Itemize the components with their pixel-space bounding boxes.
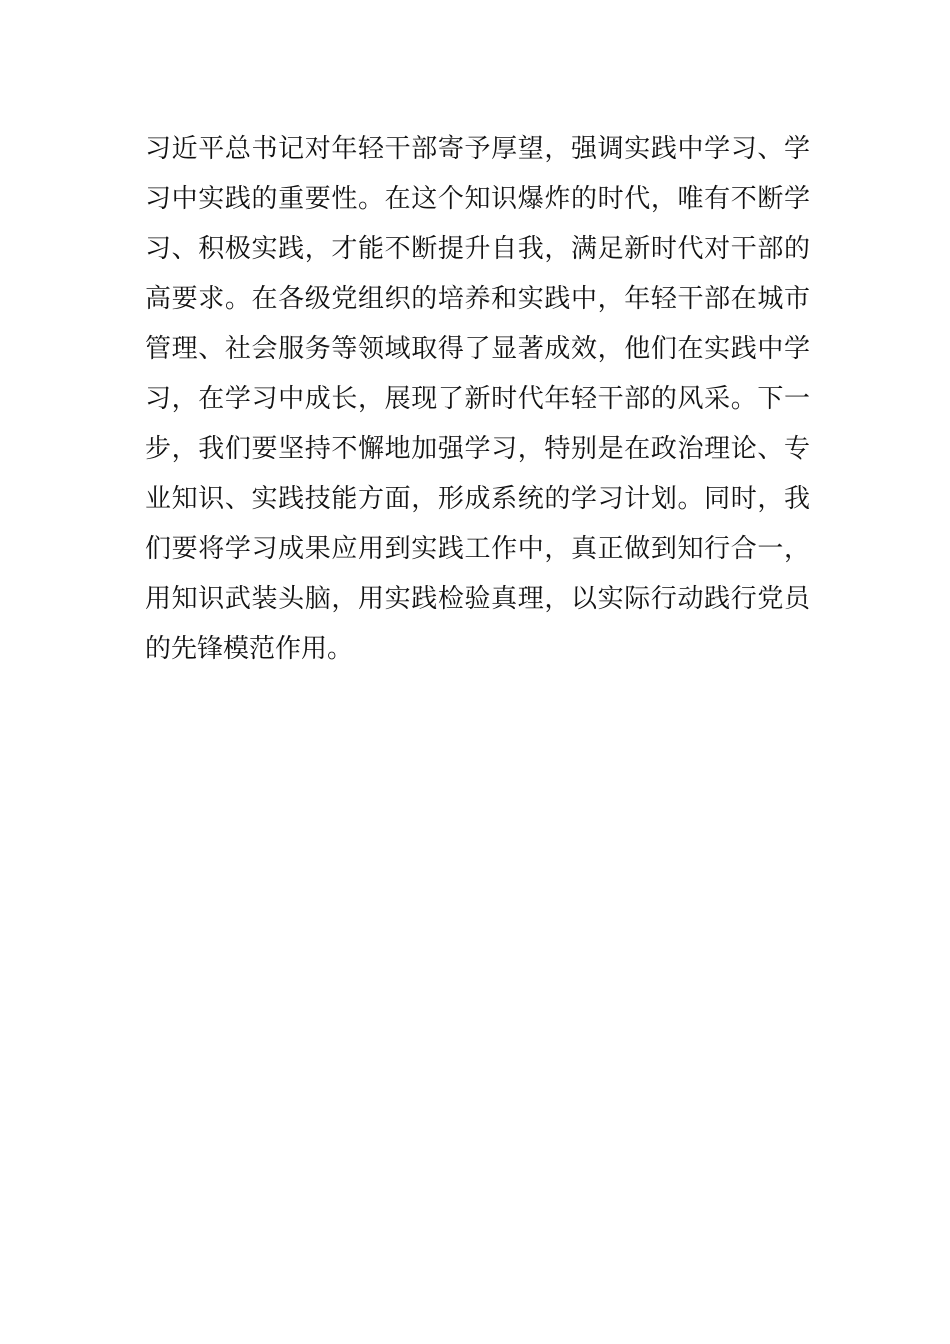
text-line: 习、积极实践，才能不断提升自我，满足新时代对干部的 xyxy=(145,234,810,264)
body-paragraph xyxy=(145,124,810,674)
text-line-last: 的先锋模范作用。 xyxy=(145,634,354,664)
text-line: 用知识武装头脑，用实践检验真理，以实际行动践行党员 xyxy=(145,584,810,614)
text-line: 习中实践的重要性。在这个知识爆炸的时代，唯有不断学 xyxy=(145,184,810,214)
text-line: 业知识、实践技能方面，形成系统的学习计划。同时，我 xyxy=(145,484,810,514)
text-line: 管理、社会服务等领域取得了显著成效，他们在实践中学 xyxy=(145,334,810,364)
text-line: 们要将学习成果应用到实践工作中，真正做到知行合一， xyxy=(145,534,810,564)
text-line: 高要求。在各级党组织的培养和实践中，年轻干部在城市 xyxy=(145,284,810,314)
text-line: 习，在学习中成长，展现了新时代年轻干部的风采。下一 xyxy=(145,384,810,414)
text-line: 步，我们要坚持不懈地加强学习，特别是在政治理论、专 xyxy=(145,434,810,464)
text-line: 习近平总书记对年轻干部寄予厚望，强调实践中学习、学 xyxy=(145,134,810,164)
